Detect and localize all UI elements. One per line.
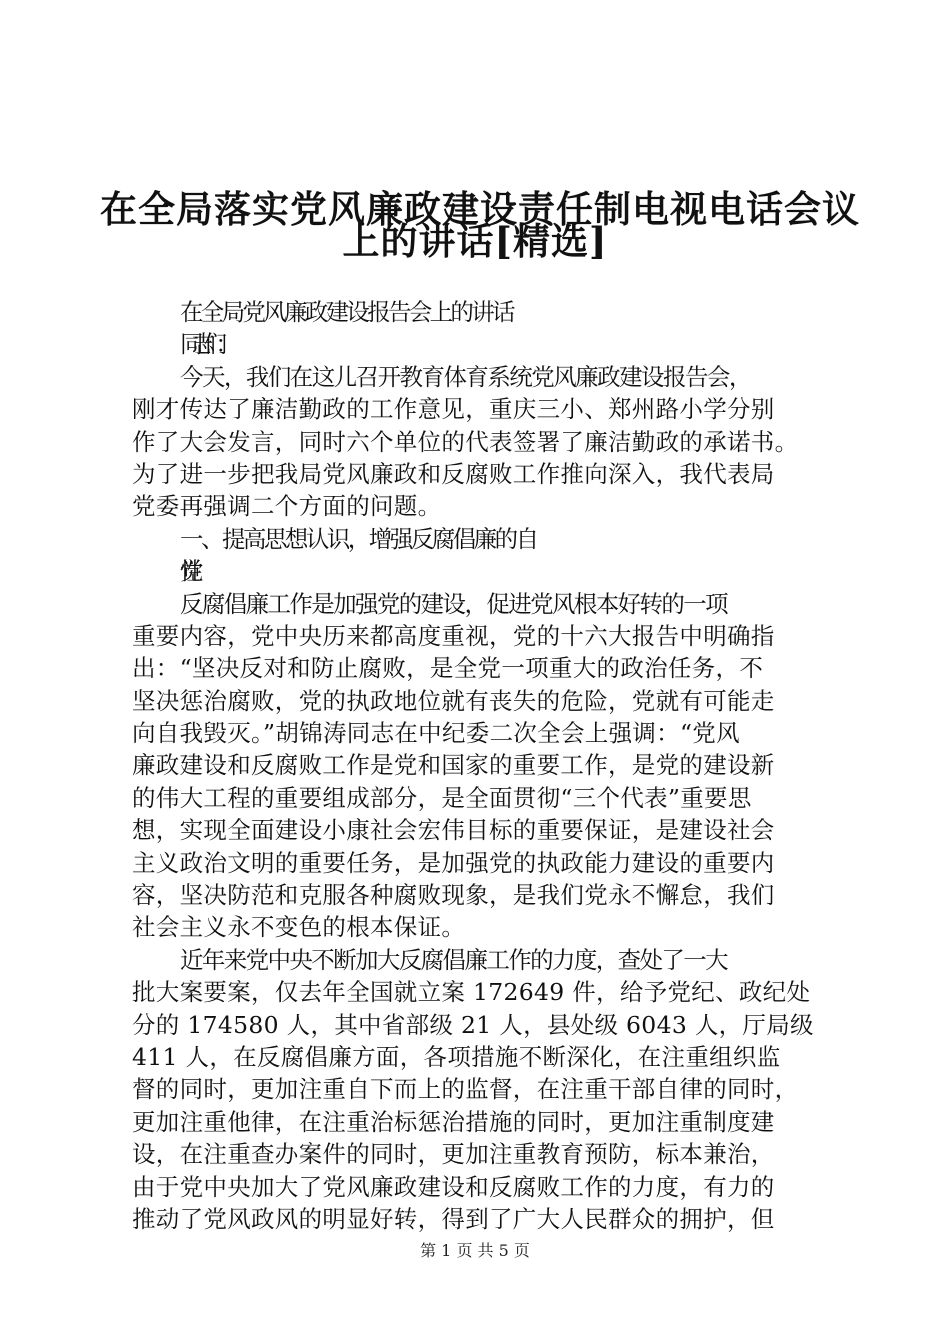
body-line: 一、提高思想认识，增强反腐倡廉的自 [180, 524, 537, 553]
body-line: 由于党中央加大了党风廉政建设和反腐败工作的力度，有力的 [132, 1172, 775, 1201]
page-footer: 第 1 页 共 5 页 [420, 1241, 530, 1260]
body-line: 分的 174580 人，其中省部级 21 人，县处级 6043 人，厅局级 [132, 1010, 814, 1039]
body-line: 出：“坚决反对和防止腐败，是全党一项重大的政治任务，不 [132, 654, 764, 683]
body-line: 设，在注重查办案件的同时，更加注重教育预防，标本兼治， [132, 1140, 775, 1169]
document-title-line-2: 上的讲话[精选] [342, 219, 608, 263]
body-line: 更加注重他律，在注重治标惩治措施的同时，更加注重制度建 [132, 1107, 775, 1136]
body-line: 想，实现全面建设小康社会宏伟目标的重要保证，是建设社会 [132, 816, 775, 845]
body-line: 向自我毁灭。”胡锦涛同志在中纪委二次全会上强调：“党风 [132, 719, 740, 748]
body-line: 作了大会发言，同时六个单位的代表签署了廉洁勤政的承诺书。 [132, 427, 799, 456]
body-line: 容，坚决防范和克服各种腐败现象，是我们党永不懈怠，我们 [132, 881, 775, 910]
body-line: 刚才传达了廉洁勤政的工作意见，重庆三小、郑州路小学分别 [132, 395, 775, 424]
body-line: 坚决惩治腐败，党的执政地位就有丧失的危险，党就有可能走 [132, 686, 775, 715]
body-line: 在全局党风廉政建设报告会上的讲话 [180, 298, 513, 326]
body-line: 为了进一步把我局党风廉政和反腐败工作推向深入，我代表局 [132, 459, 775, 488]
body-line: 督的同时，更加注重自下而上的监督，在注重干部自律的同时， [132, 1075, 799, 1104]
body-line: 廉政建设和反腐败工作是党和国家的重要工作，是党的建设新 [132, 751, 775, 780]
body-line: 社会主义永不变色的根本保证。 [132, 913, 466, 942]
body-line: 重要内容，党中央历来都高度重视，党的十六大报告中明确指 [132, 621, 775, 650]
body-line: 今天，我们在这儿召开教育体育系统党风廉政建设报告会， [180, 362, 751, 391]
body-line: 同志们： [180, 330, 228, 359]
body-line [132, 555, 836, 587]
body-line: 主义政治文明的重要任务，是加强党的执政能力建设的重要内 [132, 848, 775, 877]
body-line: 批大案要案，仅去年全国就立案 172649 件，给予党纪、政纪处 [132, 978, 811, 1007]
body-line: 党委再强调二个方面的问题。 [132, 492, 442, 521]
body-line: 411 人，在反腐倡廉方面，各项措施不断深化，在注重组织监 [132, 1042, 781, 1071]
document-title-line-1: 在全局落实党风廉政建设责任制电视电话会议 [100, 187, 860, 231]
document-body [132, 296, 836, 1235]
body-line: 反腐倡廉工作是加强党的建设，促进党风根本好转的一项 [180, 589, 727, 618]
body-line: 推动了党风政风的明显好转，得到了广大人民群众的拥护，但 [132, 1204, 775, 1233]
body-line: 近年来党中央不断加大反腐倡廉工作的力度，查处了一大 [180, 945, 727, 974]
body-line: 的伟大工程的重要组成部分，是全面贯彻“三个代表”重要思 [132, 783, 752, 812]
